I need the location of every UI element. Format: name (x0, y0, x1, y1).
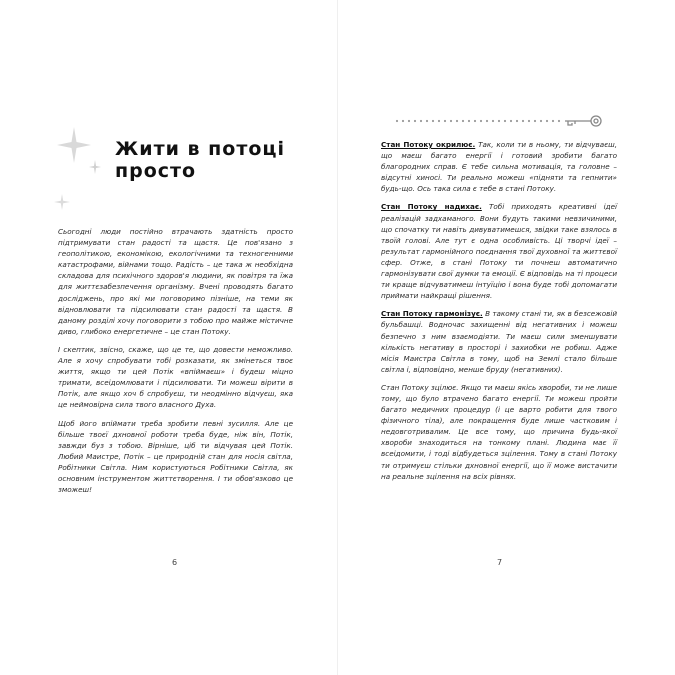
sparkle-tiny-icon (54, 194, 70, 210)
paragraph-body: В такому стані ти, як в безсежовій бульбашці. Водночас захищенні від негативних і можеш безпечно з ним взаємодіяти. Ти маєш сили зменшувати кількість негативу в просторі і захиобки не робиш. Адже місія Маистра Світла в тому, щоб на Землі стало більше світла і, відповідно, менше бруду (негативних). (381, 309, 617, 374)
left-body-text (58, 226, 293, 502)
paragraph (381, 139, 617, 194)
chapter-title-line-1: Жити в потоці (115, 138, 285, 160)
paragraph: І скептик, звісно, скаже, що це те, що довести неможливо. Але я хочу спробувати тобі розказати, як змінеться твоє життя, якщо ти цей Потік «впіймаєш» і будеш міцно тримати, всеідомлювати і підсилювати. Ти можеш вірити в Потік, але якщо хоч б спробуєш, ти неодмінно відчуєш, яка це неймовірна сила твого власного Духа. (58, 344, 293, 410)
chapter-title-line-2: просто (115, 160, 197, 182)
key-icon (395, 113, 605, 129)
paragraph-body: Так, коли ти в ньому, ти відчуваєш, що маєш багато енергії і готовий зробити багато благородних справ. Є тебе сильна мотивація, та головне – відсутні хиносі. Ти реально можеш «підняти та гепнити» будь-що. Ось така сила є тебе в стані Потоку. (381, 140, 617, 194)
paragraph: Сьогодні люди постійно втрачають здатність просто підтримувати стан радості та щастя. Це пов'язано з геополітикою, економікою, екологічними та техногенними катастрофами, війнами тощо. Радість – це така ж необхідна складова для психічного здоров'я людини, як повітря та їжа для життєзабезпечення організму. Вчені проводять багато досліджень, про які ми поговоримо пізніше, на теми як відновлювати та підсилювати стан радості та щастя. В даному розділі хочу поговорити з тобою про майже містичне диво, глибоко енергетичне – це стан Потоку. (58, 227, 293, 336)
right-body-text (381, 139, 617, 489)
sparkle-large-icon (57, 127, 91, 163)
sparkle-small-icon (89, 160, 101, 174)
page-number-right: 7 (497, 558, 503, 567)
paragraph (381, 382, 617, 482)
paragraph-lead: Стан Потоку надихає. (381, 202, 482, 212)
paragraph (381, 308, 617, 375)
paragraph-body: Тобі приходять креативні ідеї реалізацій задхаманого. Вони будуть такими невзичиними, що спочатку ти навіть дивуватимешся, звідки таке взялось в твоїй голові. Але тут є одна особливість. Ці творчі ідеї – результат гармонійного поєднання твої духовної та життєвої сфер. Отже, в стані Потоку ти почнеш автоматично гармонізувати свої думки та емоції. Є відповідь на ті процеси ти краще відчуватимеш інтуїцію і вона буде тобі допомагати приймати найкращі рішення. (381, 202, 617, 301)
paragraph (381, 201, 617, 301)
paragraph-lead: Стан Потоку гармонізує. (381, 309, 483, 319)
paragraph: Щоб його впіймати треба зробити певні зусилля. Але це більше твоєї дхновної роботи треба буде, ніж він, Потік, завжди буз з тобою. Вірніше, ціб ти відчувая цей Потік. Любий Маистре, Потік – це природній стан для носія світла, Робітники Світла. Ним користуються Робітники Світла, як основним інструментом життєтворення. І ти обов'язково це зможеш! (58, 418, 293, 495)
chapter-title (115, 138, 315, 182)
paragraph-lead: Стан Потоку окрилює. (381, 140, 476, 149)
left-page (0, 0, 337, 675)
page-number-left: 6 (172, 558, 178, 567)
paragraph-body: Стан Потоку зцілює. Якщо ти маєш якісь хвороби, ти не лише тому, що було втрачено багато енергії. Ти можеш пройти багато медичних процедур (і це варто робити для твого фізичного тіла), але покращення буде лише частковим і недовготривалим. Це все тому, що причина будь-якої хвороби знаходиться на тонкому плані. Людина має її всеідомити, і тоді відбудеться зцілення. Тому в стані Потоку ти отримуєш стільки дхновної енергії, що її може вистачити на реальне зцілення на всіх рівнях. (381, 382, 617, 481)
